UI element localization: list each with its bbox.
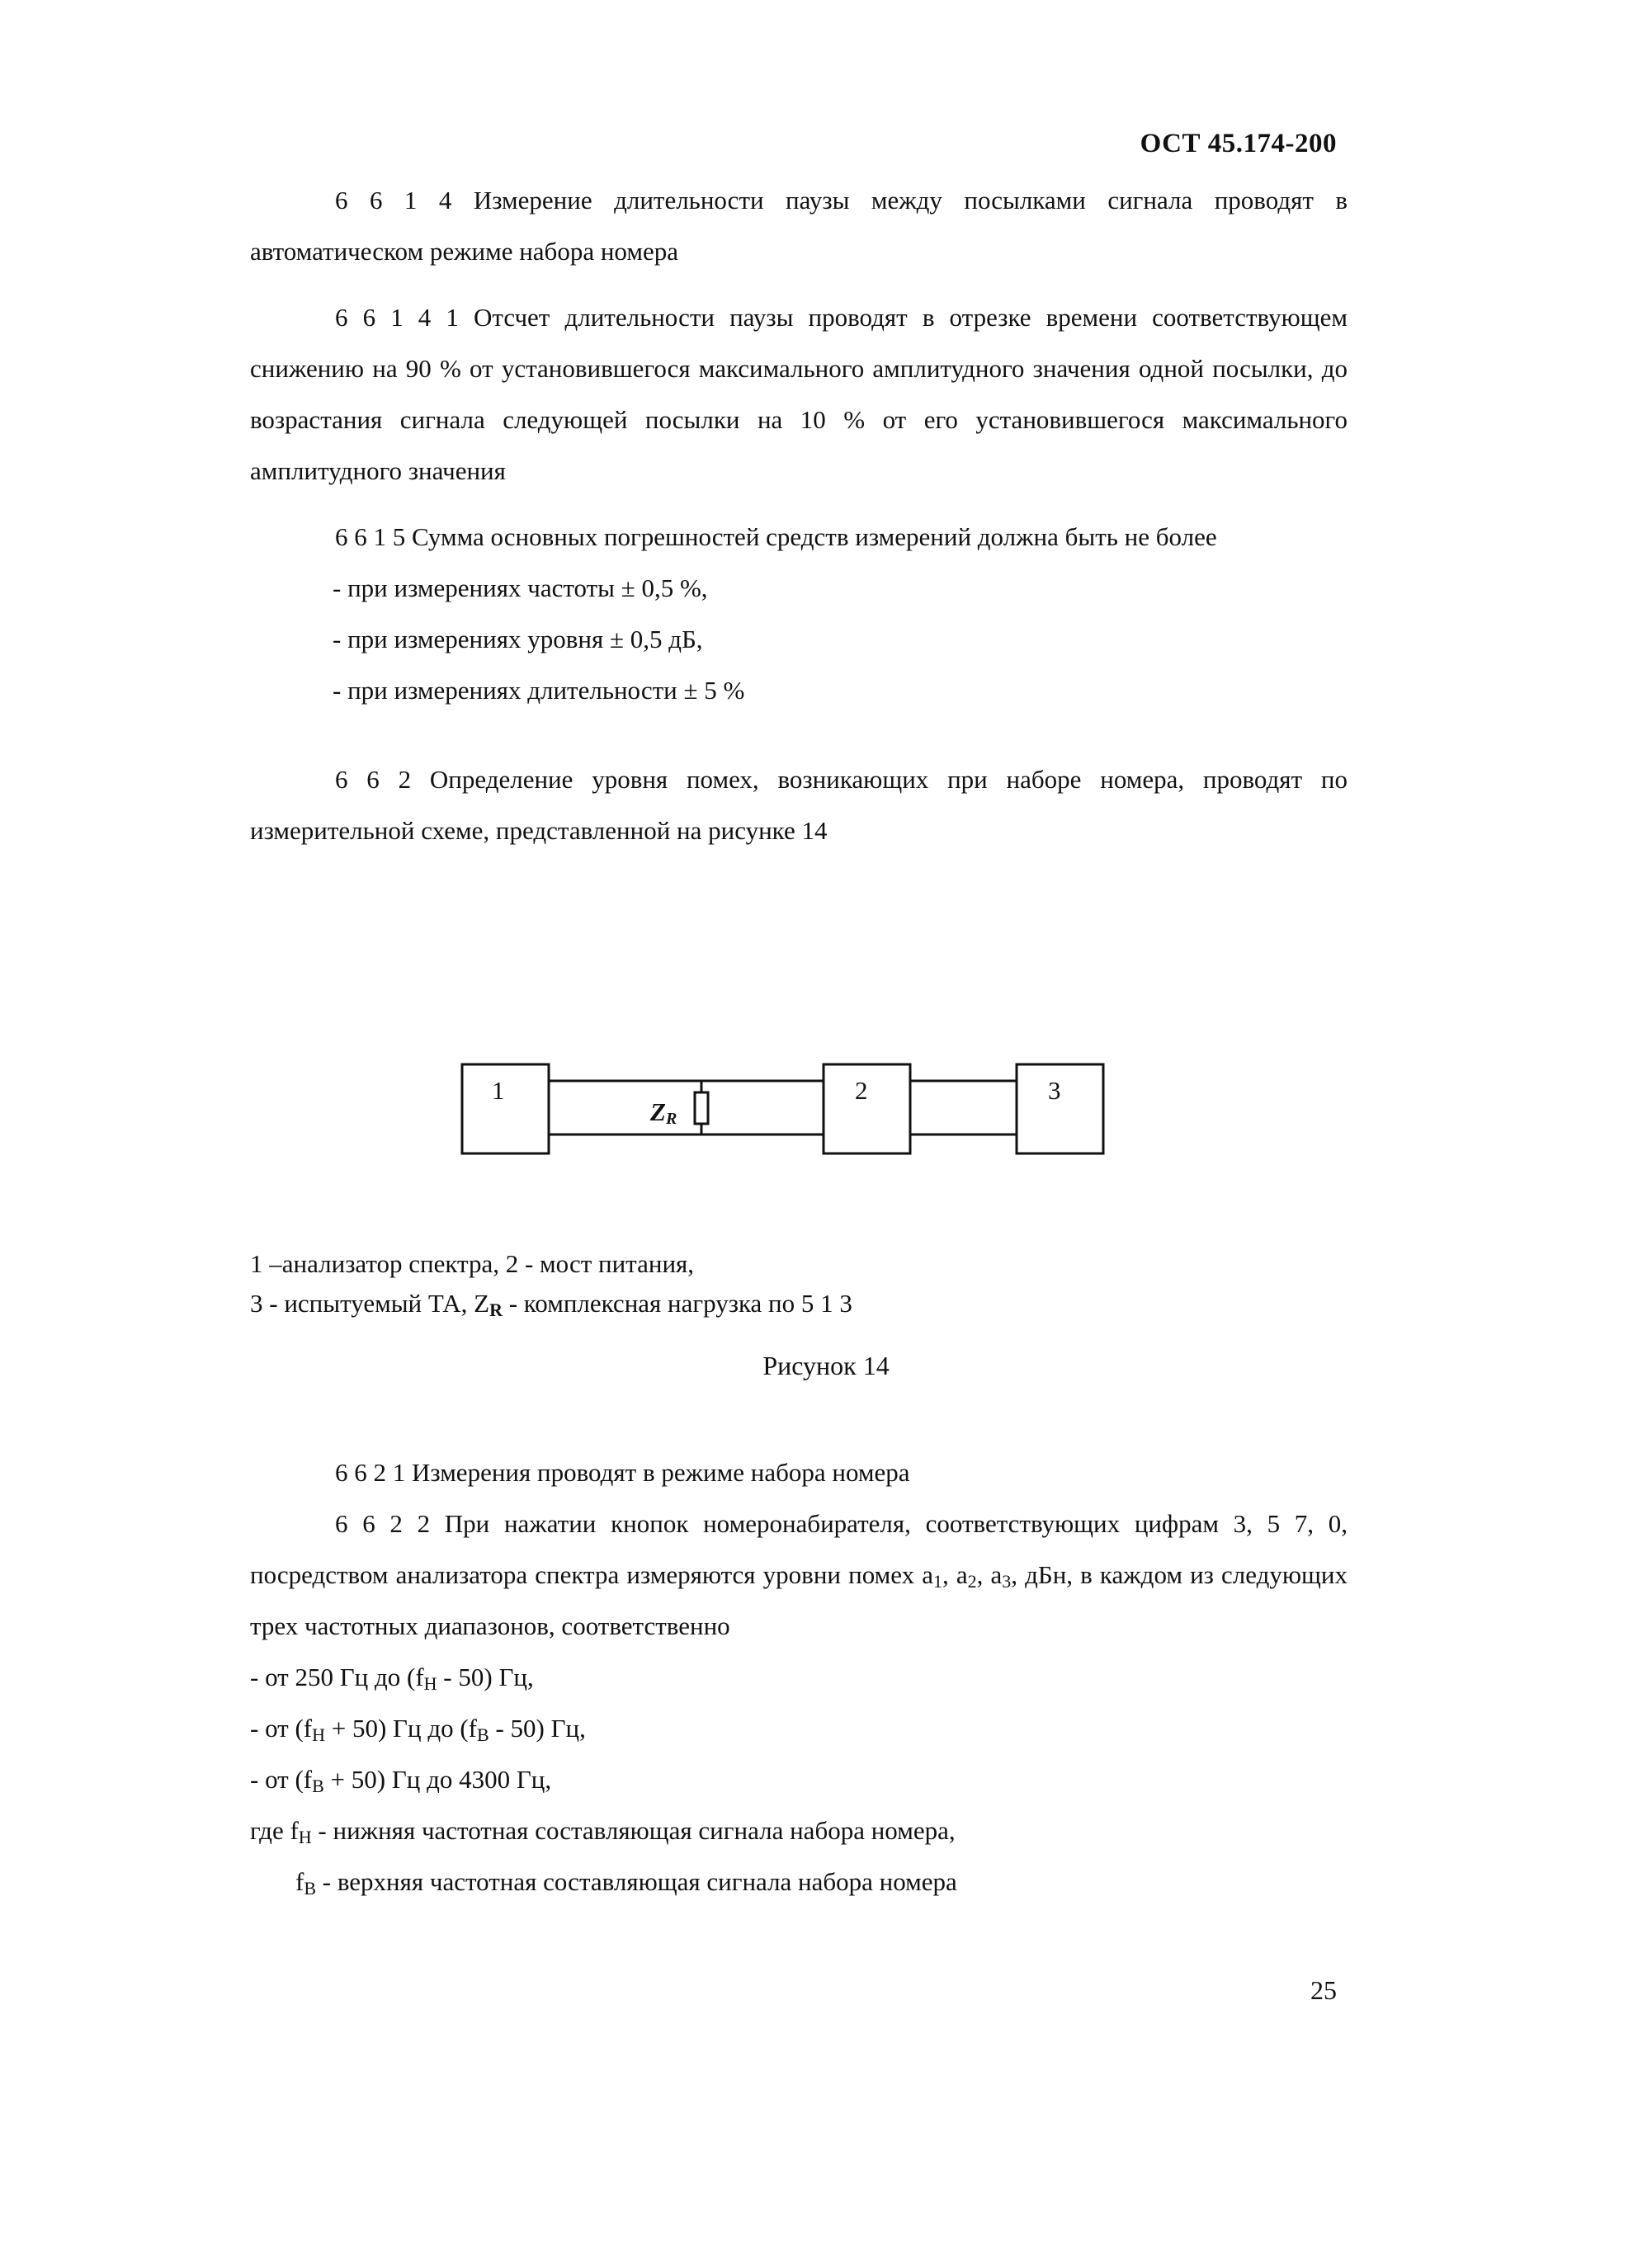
range-line-2: - от $(f_Н + 50)$ Гц до $(f_В - 50)$ Гц,	[250, 1714, 586, 1745]
definition-fh: где $f_Н$ - нижняя частотная составляющая сигнала набора номера,	[250, 1816, 956, 1847]
range-line-3: - от $(f_В + 50)$ Гц до 4300 Гц,	[250, 1765, 552, 1796]
legend-line-1: 1 –анализатор спектра, 2 - мост питания,	[250, 1249, 695, 1278]
load-resistor-icon	[695, 1092, 708, 1124]
paragraph-66141: 6 6 1 4 1 Отсчет длительности паузы проводят в отрезке времени соответствующем снижению на 90 % от установившегося максимального амплитудного значения одной посылки, до возрастания сигнала следующей посылки на 10 % от его установившегося максимального амплитудного значения	[250, 303, 1348, 485]
load-label: ZR	[650, 1097, 677, 1128]
paragraph-6621: 6 6 2 1 Измерения проводят в режиме набора номера	[335, 1458, 910, 1487]
paragraph-6614: 6 6 1 4 Измерение длительности паузы между посылками сигнала проводят в автоматическом режиме набора номера	[250, 186, 1348, 266]
list-item-level: - при измерениях уровня ± 0,5 дБ,	[333, 625, 703, 653]
list-item-frequency: - при измерениях частоты ± 0,5 %,	[333, 573, 708, 602]
section-noise-measurement	[250, 1447, 1348, 1908]
block-spectrum-analyzer	[462, 1064, 549, 1153]
range-line-1: - от 250 Гц до $(f_Н - 50)$ Гц,	[250, 1663, 534, 1694]
figure-title: Рисунок 14	[762, 1351, 890, 1380]
block-label-2: 2	[855, 1076, 868, 1105]
legend-line-2: 3 - испытуемый ТА, $Z_R$ - комплексная нагрузка по 5 1 3	[250, 1289, 852, 1320]
document-code: ОСТ 45.174-200	[1140, 129, 1337, 158]
list-item-duration: - при измерениях длительности ± 5 %	[333, 676, 745, 705]
paragraph-6622: 6 6 2 2 При нажатии кнопок номеронабирателя, соответствующих цифрам 3, 5 7, 0, посредством анализатора спектра измеряются уровни помех $a_1$, $a_2$, $a_3$, дБн, в каждом из следующих трех частотных диапазонов, соответственно	[250, 1509, 1348, 1640]
measurement-scheme-diagram	[452, 1050, 1112, 1173]
paragraph-6615: 6 6 1 5 Сумма основных погрешностей средств измерений должна быть не более	[335, 522, 1217, 551]
page-number: 25	[1310, 1975, 1337, 2005]
block-label-3: 3	[1048, 1076, 1061, 1105]
definition-fv: $f_В$ - верхняя частотная составляющая сигнала набора номера	[295, 1867, 957, 1899]
section-dial-pause	[250, 175, 1348, 856]
figure-legend	[250, 1244, 1348, 1323]
paragraph-662: 6 6 2 Определение уровня помех, возникающих при наборе номера, проводят по измерительной схеме, представленной на рисунке 14	[250, 765, 1348, 845]
block-label-1: 1	[492, 1076, 505, 1105]
